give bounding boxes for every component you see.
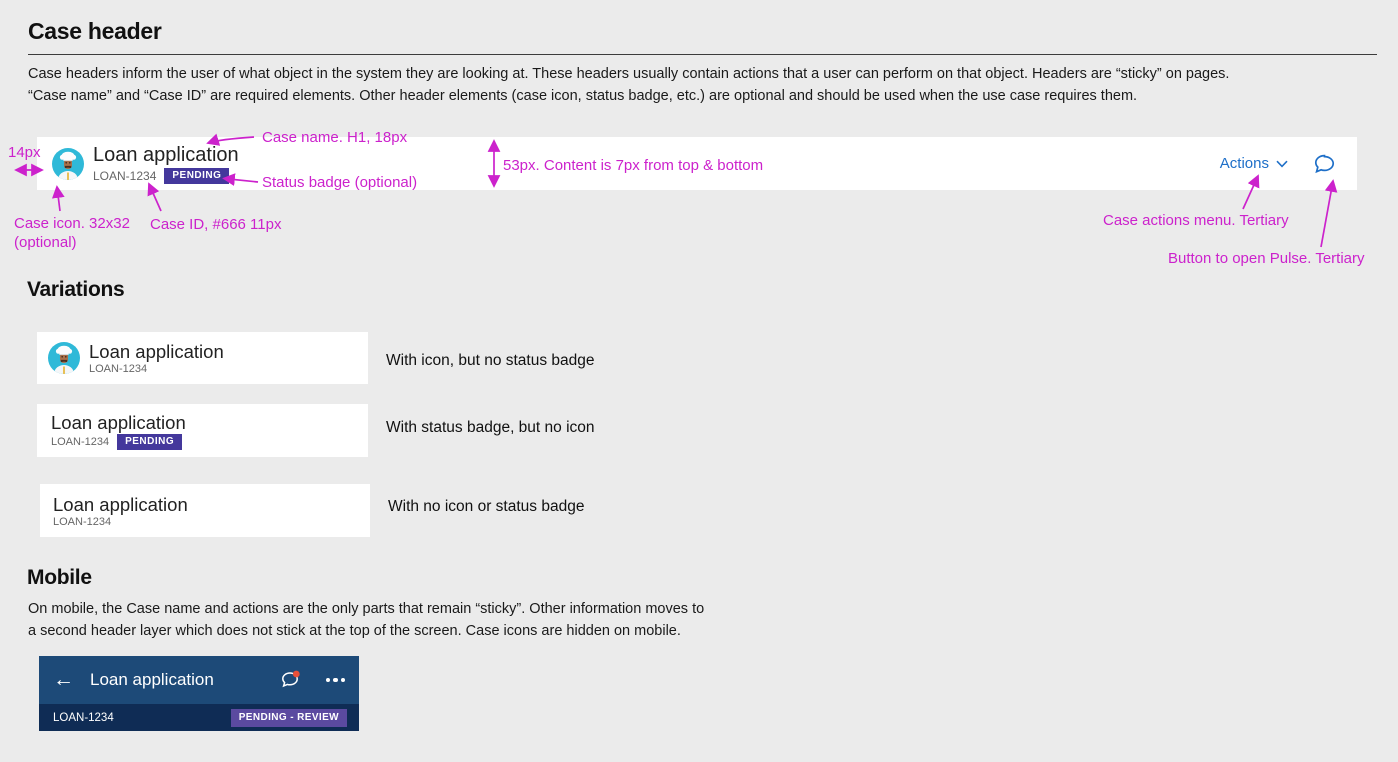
variation-label-3: With no icon or status badge [388,498,585,515]
variations-heading: Variations [27,278,125,301]
case-title-block [93,144,239,184]
mobile-sticky-header [39,656,359,704]
mobile-description-line1: On mobile, the Case name and actions are the only parts that remain “sticky”. Other information moves to [28,601,705,617]
back-arrow-button[interactable]: ← [53,668,74,691]
case-id: LOAN-1234 [89,363,148,375]
annotation-left-gap: 14px [8,144,41,161]
case-header-actions [1220,154,1335,174]
overflow-menu-icon[interactable] [326,676,346,685]
case-name-heading: Loan application [89,341,224,362]
case-name-heading: Loan application [53,493,188,515]
annotation-case-name: Case name. H1, 18px [262,129,408,146]
case-id: LOAN-1234 [53,515,112,528]
mobile-case-name: Loan application [90,670,214,689]
mobile-header-icons [280,669,346,691]
open-pulse-button[interactable] [1314,154,1335,174]
mobile-secondary-header [39,704,359,731]
mobile-pulse-button[interactable] [280,669,302,691]
variation-card-icon-no-badge [37,332,368,384]
mobile-case-header-example [39,656,359,731]
mobile-case-id: LOAN-1234 [53,711,114,724]
intro-line-1: Case headers inform the user of what object in the system they are looking at. These headers usually contain actions that a user can perform on that object. Headers are “sticky” on pages. [28,66,1230,82]
variation-label-2: With status badge, but no icon [386,419,595,436]
annotation-case-icon [14,214,130,252]
case-title-block [89,341,224,375]
actions-menu-label: Actions [1219,155,1269,172]
intro-line-2: “Case name” and “Case ID” are required elements. Other header elements (case icon, status badge, etc.) are optional and should be used when the use case requires them. [28,87,1138,104]
speech-bubble-icon [1314,154,1335,174]
mobile-description-line2: a second header layer which does not stick at the top of the screen. Case icons are hidden on mobile. [28,622,681,639]
annotation-case-id: Case ID, #666 11px [150,216,282,233]
actions-menu-button[interactable] [1220,155,1288,172]
speech-bubble-notification-icon [280,669,302,691]
mobile-heading: Mobile [27,566,92,589]
annotation-actions-menu: Case actions menu. Tertiary [1103,212,1289,229]
status-badge: PENDING [164,168,229,184]
annotation-pulse-button: Button to open Pulse. Tertiary [1168,250,1365,267]
case-title-block [51,412,186,450]
variation-card-plain [40,484,370,537]
chevron-down-icon [1276,160,1288,168]
case-id: LOAN-1234 [51,435,110,448]
case-name-heading: Loan application [51,411,186,433]
case-icon-avatar [52,148,84,180]
annotation-status-badge: Status badge (optional) [262,174,418,191]
annotation-case-icon-line2: (optional) [14,234,77,251]
case-name-heading: Loan application [93,143,239,166]
case-id-row [93,168,239,184]
mobile-description [28,599,704,642]
case-icon-avatar [48,342,80,374]
variation-card-badge-no-icon [37,404,368,457]
annotation-case-icon-line1: Case icon. 32x32 [14,215,130,232]
annotation-bar-height: 53px. Content is 7px from top & bottom [503,157,764,174]
arrow-case-icon [57,187,60,211]
mobile-status-badge: PENDING - REVIEW [231,709,347,727]
page-title: Case header [28,18,1377,55]
case-id: LOAN-1234 [93,168,157,183]
variation-label-1: With icon, but no status badge [386,352,595,369]
arrow-pulse-button [1321,181,1333,247]
case-title-block [53,494,188,528]
intro-paragraph [28,64,1229,107]
status-badge: PENDING [117,434,182,450]
